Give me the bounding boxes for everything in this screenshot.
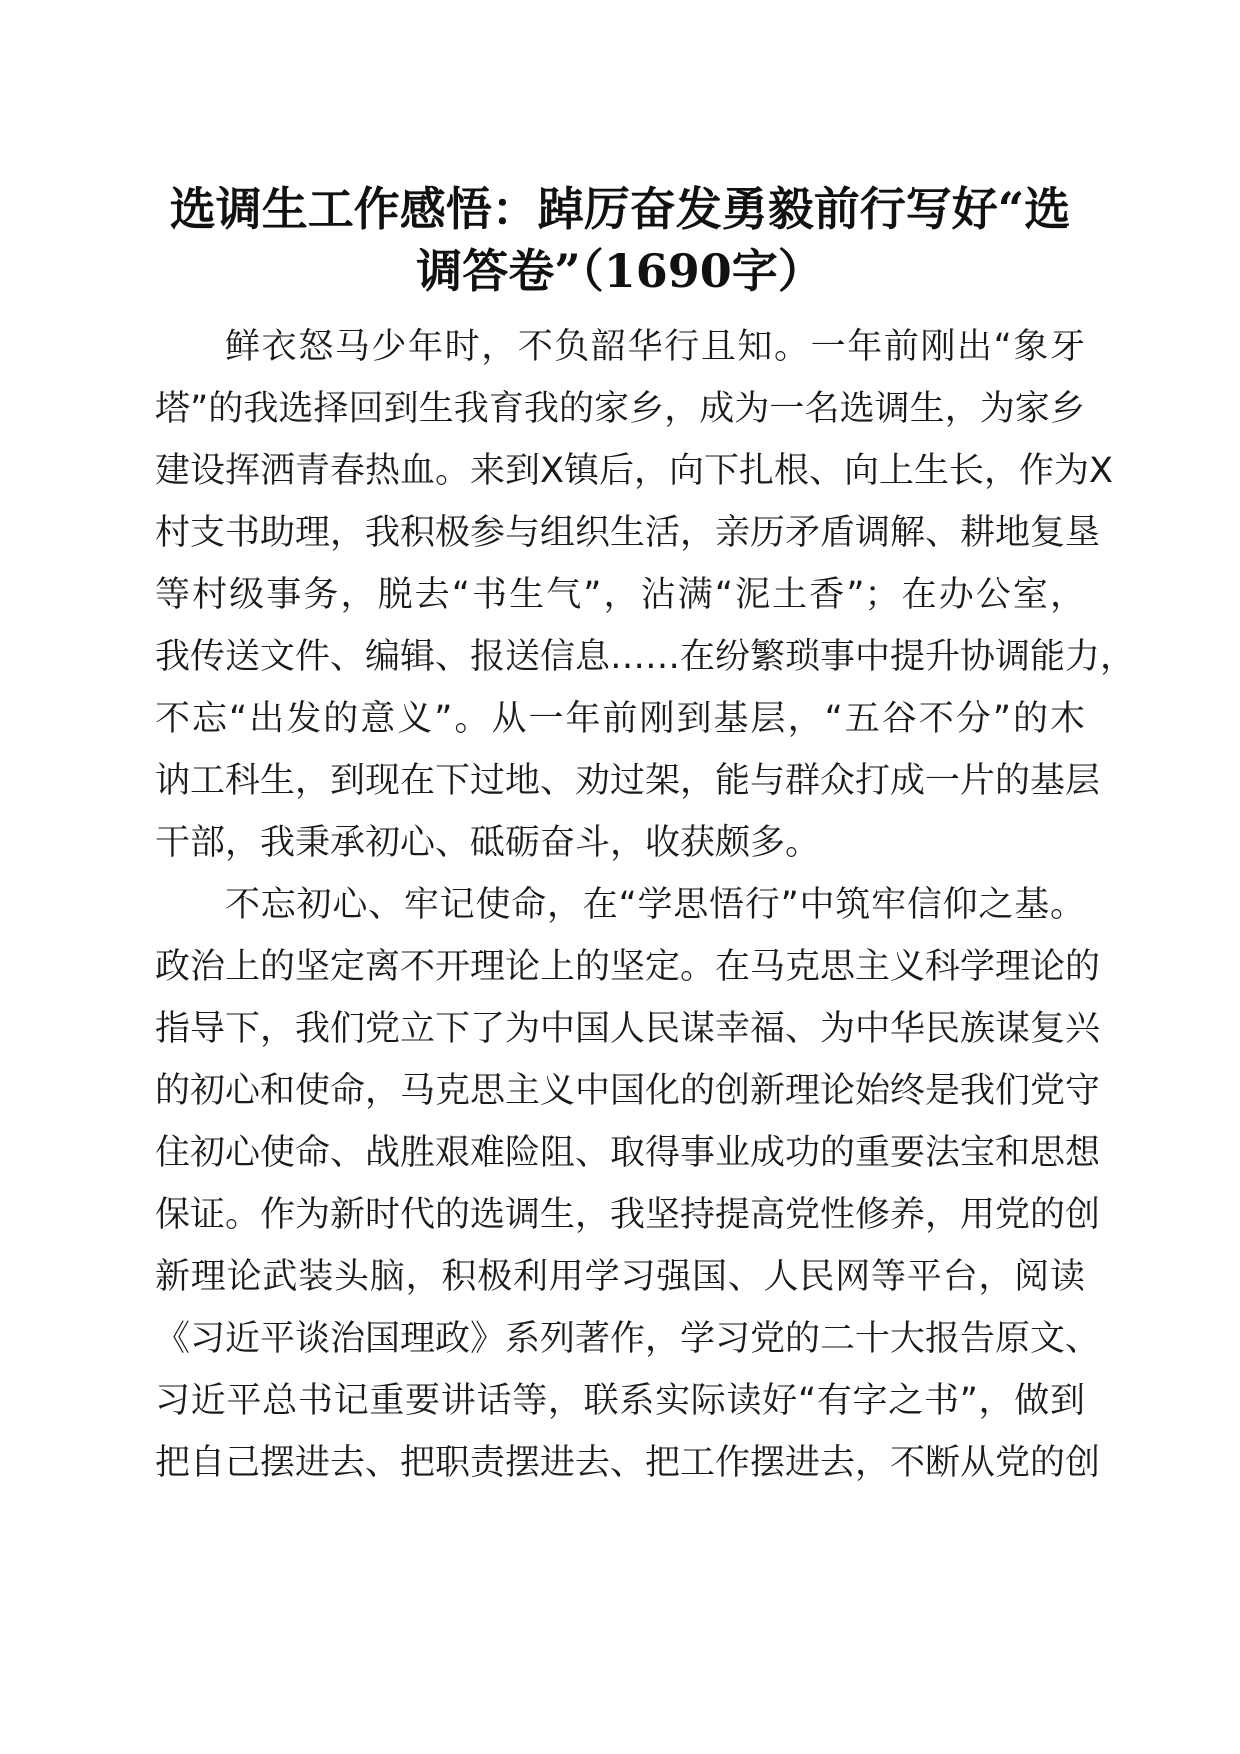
text-line: 把自己摆进去、把职责摆进去、把工作摆进去，不断从党的创 <box>155 1443 1101 1483</box>
text-line: 政治上的坚定离不开理论上的坚定。在马克思主义科学理论的 <box>155 947 1101 987</box>
text-line: 我传送文件、编辑、报送信息……在纷繁琐事中提升协调能力， <box>155 637 1136 677</box>
paragraph-1 <box>155 316 1136 874</box>
title-line: 调答卷”（1690字） <box>416 244 824 298</box>
title-line: 选调生工作感悟：踔厉奋发勇毅前行写好“选 <box>169 182 1071 236</box>
text-line: 保证。作为新时代的选调生，我坚持提高党性修养，用党的创 <box>155 1195 1101 1235</box>
text-line: 村支书助理，我积极参与组织生活，亲历矛盾调解、耕地复垦 <box>155 513 1101 553</box>
text-line: 习近平总书记重要讲话等，联系实际读好“有字之书”，做到 <box>155 1381 1085 1421</box>
text-line: 干部，我秉承初心、砥砺奋斗，收获颇多。 <box>155 823 821 863</box>
text-line: 不忘初心、牢记使命，在“学思悟行”中筑牢信仰之基。 <box>225 885 1085 925</box>
text-line: 等村级事务，脱去“书生气”，沾满“泥土香”；在办公室， <box>155 575 1085 615</box>
text-line: 的初心和使命，马克思主义中国化的创新理论始终是我们党守 <box>155 1071 1101 1111</box>
text-line: 指导下，我们党立下了为中国人民谋幸福、为中华民族谋复兴 <box>155 1009 1101 1049</box>
paragraph-2 <box>155 874 1101 1494</box>
text-line: 不忘“出发的意义”。从一年前刚到基层，“五谷不分”的木 <box>155 699 1085 739</box>
text-line: 讷工科生，到现在下过地、劝过架，能与群众打成一片的基层 <box>155 761 1101 801</box>
text-line: 鲜衣怒马少年时，不负韶华行且知。一年前刚出“象牙 <box>225 327 1085 367</box>
document-title <box>140 178 1100 302</box>
text-line: 《习近平谈治国理政》系列著作，学习党的二十大报告原文、 <box>155 1319 1101 1359</box>
text-line: 新理论武装头脑，积极利用学习强国、人民网等平台，阅读 <box>155 1257 1085 1297</box>
text-line: 住初心使命、战胜艰难险阻、取得事业成功的重要法宝和思想 <box>155 1133 1101 1173</box>
document-body <box>155 316 1136 1494</box>
text-line: 建设挥洒青春热血。来到X镇后，向下扎根、向上生长，作为X <box>155 451 1113 491</box>
text-line: 塔”的我选择回到生我育我的家乡，成为一名选调生，为家乡 <box>155 389 1085 429</box>
